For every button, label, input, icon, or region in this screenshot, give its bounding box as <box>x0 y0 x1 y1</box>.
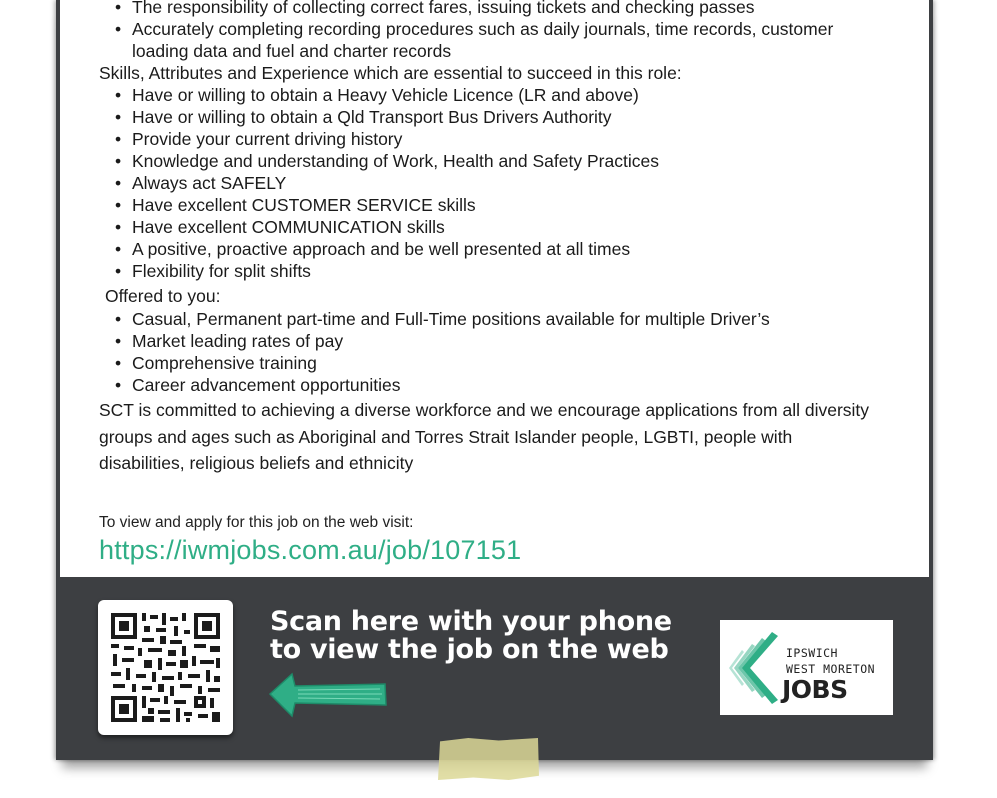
list-item: • Market leading rates of pay <box>99 330 899 352</box>
qr-code-card[interactable] <box>98 600 233 735</box>
list-item: • Have excellent COMMUNICATION skills <box>99 216 899 238</box>
list-item: • Have or willing to obtain a Qld Transport Bus Drivers Authority <box>99 106 899 128</box>
list-item: • Have excellent CUSTOMER SERVICE skills <box>99 194 899 216</box>
offered-heading: Offered to you: <box>105 286 221 306</box>
list-item: • The responsibility of collecting correct fares, issuing tickets and checking passes <box>99 0 899 18</box>
page-edge-left <box>56 0 60 578</box>
logo-chevron-icon <box>720 620 780 715</box>
logo-text-ipswich: IPSWICH <box>786 646 838 660</box>
list-item: • Always act SAFELY <box>99 172 899 194</box>
list-item: • Flexibility for split shifts <box>99 260 899 282</box>
list-item: • A positive, proactive approach and be well presented at all times <box>99 238 899 260</box>
list-item: • Accurately completing recording procedures such as daily journals, time records, customer loading data and fuel and charter records <box>99 18 899 62</box>
scan-line-2: to view the job on the web <box>270 634 669 665</box>
scan-instructions <box>270 608 672 664</box>
skills-heading: Skills, Attributes and Experience which are essential to succeed in this role: <box>99 63 682 83</box>
job-url-link[interactable]: https://iwmjobs.com.au/job/107151 <box>99 535 522 565</box>
scan-line-1: Scan here with your phone <box>270 606 672 637</box>
offered-list <box>99 308 899 396</box>
job-description <box>99 0 899 477</box>
page-edge-right <box>929 0 933 578</box>
ipswich-west-moreton-jobs-logo <box>720 620 893 715</box>
list-item: • Have or willing to obtain a Heavy Vehicle Licence (LR and above) <box>99 84 899 106</box>
qr-code-icon <box>98 600 233 735</box>
duties-list <box>99 0 899 62</box>
apply-label: To view and apply for this job on the web visit: <box>99 514 414 531</box>
skills-list <box>99 84 899 282</box>
arrow-left-icon <box>268 672 388 718</box>
tape-strip <box>438 738 539 780</box>
logo-text-jobs: JOBS <box>782 675 848 704</box>
list-item: • Knowledge and understanding of Work, Health and Safety Practices <box>99 150 899 172</box>
list-item: • Provide your current driving history <box>99 128 899 150</box>
list-item: • Career advancement opportunities <box>99 374 899 396</box>
diversity-statement: SCT is committed to achieving a diverse workforce and we encourage applications from all diversity groups and ages such as Aboriginal and Torres Strait Islander people, LGBTI, people with disabilities, religious beliefs and ethnicity <box>99 400 870 473</box>
logo-text-west-moreton: WEST MORETON <box>786 662 876 676</box>
list-item: • Comprehensive training <box>99 352 899 374</box>
list-item: • Casual, Permanent part-time and Full-Time positions available for multiple Driver’s <box>99 308 899 330</box>
